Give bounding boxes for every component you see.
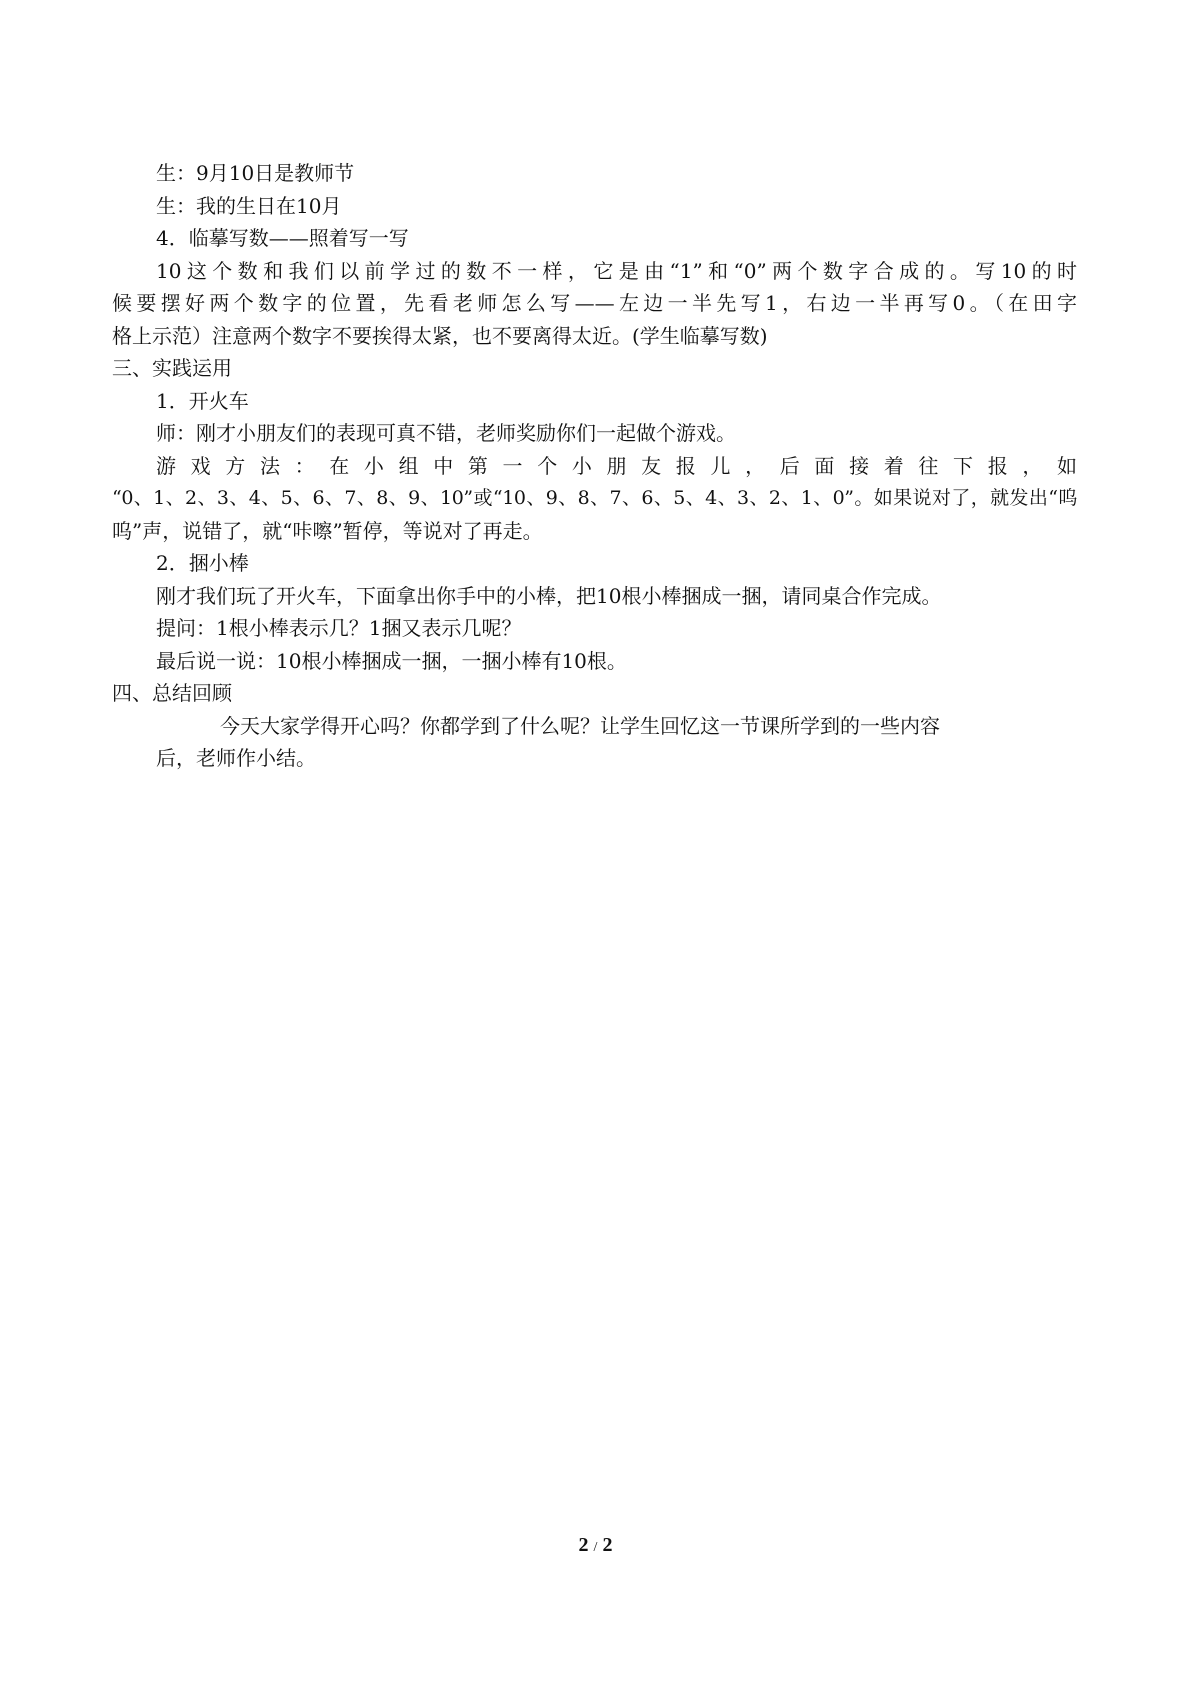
paragraph-line: 10这个数和我们以前学过的数不一样，它是由“1”和“0”两个数字合成的。写10的时 (156, 258, 1077, 283)
page-number-total: 2 (602, 1534, 613, 1556)
paragraph-line: 提问：1根小棒表示几？1捆又表示几呢？ (156, 616, 522, 640)
paragraph-line: 游 戏 方 法 ： 在 小 组 中 第 一 个 小 朋 友 报 儿 ， 后 面 接 着 往 下 报 ， 如 (156, 453, 1077, 478)
paragraph-line: 候要摆好两个数字的位置，先看老师怎么写——左边一半先写1，右边一半再写0。（在田字 (112, 291, 1077, 315)
paragraph-line: 格上示范）注意两个数字不要挨得太紧，也不要离得太近。(学生临摹写数) (112, 323, 768, 348)
paragraph-line: “0、1、2、3、4、5、6、7、8、9、10”或“10、9、8、7、6、5、4、3、2、1、0”。如果说对了，就发出“呜 (112, 487, 1077, 509)
page-number-separator: / (593, 1540, 598, 1555)
paragraph-line: 刚才我们玩了开火车，下面拿出你手中的小棒，把10根小棒捆成一捆，请同桌合作完成。 (156, 583, 942, 608)
paragraph-line: 最后说一说：10根小棒捆成一捆，一捆小棒有10根。 (156, 648, 627, 673)
dialogue-line-birthday: 生：我的生日在10月 (156, 193, 342, 218)
page-number-current: 2 (578, 1534, 589, 1556)
page-number (0, 1534, 1191, 1557)
subsection-heading-train-game: 1．开火车 (156, 388, 249, 413)
section-heading-summary: 四、总结回顾 (112, 681, 232, 705)
document-body (112, 157, 1077, 775)
section-heading-practice: 三、实践运用 (112, 356, 232, 380)
subsection-heading-copy-writing: 4．临摹写数——照着写一写 (156, 226, 409, 250)
dialogue-line-teachers-day: 生：9月10日是教师节 (156, 161, 355, 185)
paragraph-line: 呜”声，说错了，就“咔嚓”暂停，等说对了再走。 (112, 518, 543, 543)
paragraph-line: 后，老师作小结。 (156, 746, 316, 770)
paragraph-line: 今天大家学得开心吗？你都学到了什么呢？让学生回忆这一节课所学到的一些内容 (220, 713, 940, 738)
subsection-heading-bundle-sticks: 2．捆小棒 (156, 551, 249, 575)
paragraph-line: 师：刚才小朋友们的表现可真不错，老师奖励你们一起做个游戏。 (156, 421, 736, 445)
